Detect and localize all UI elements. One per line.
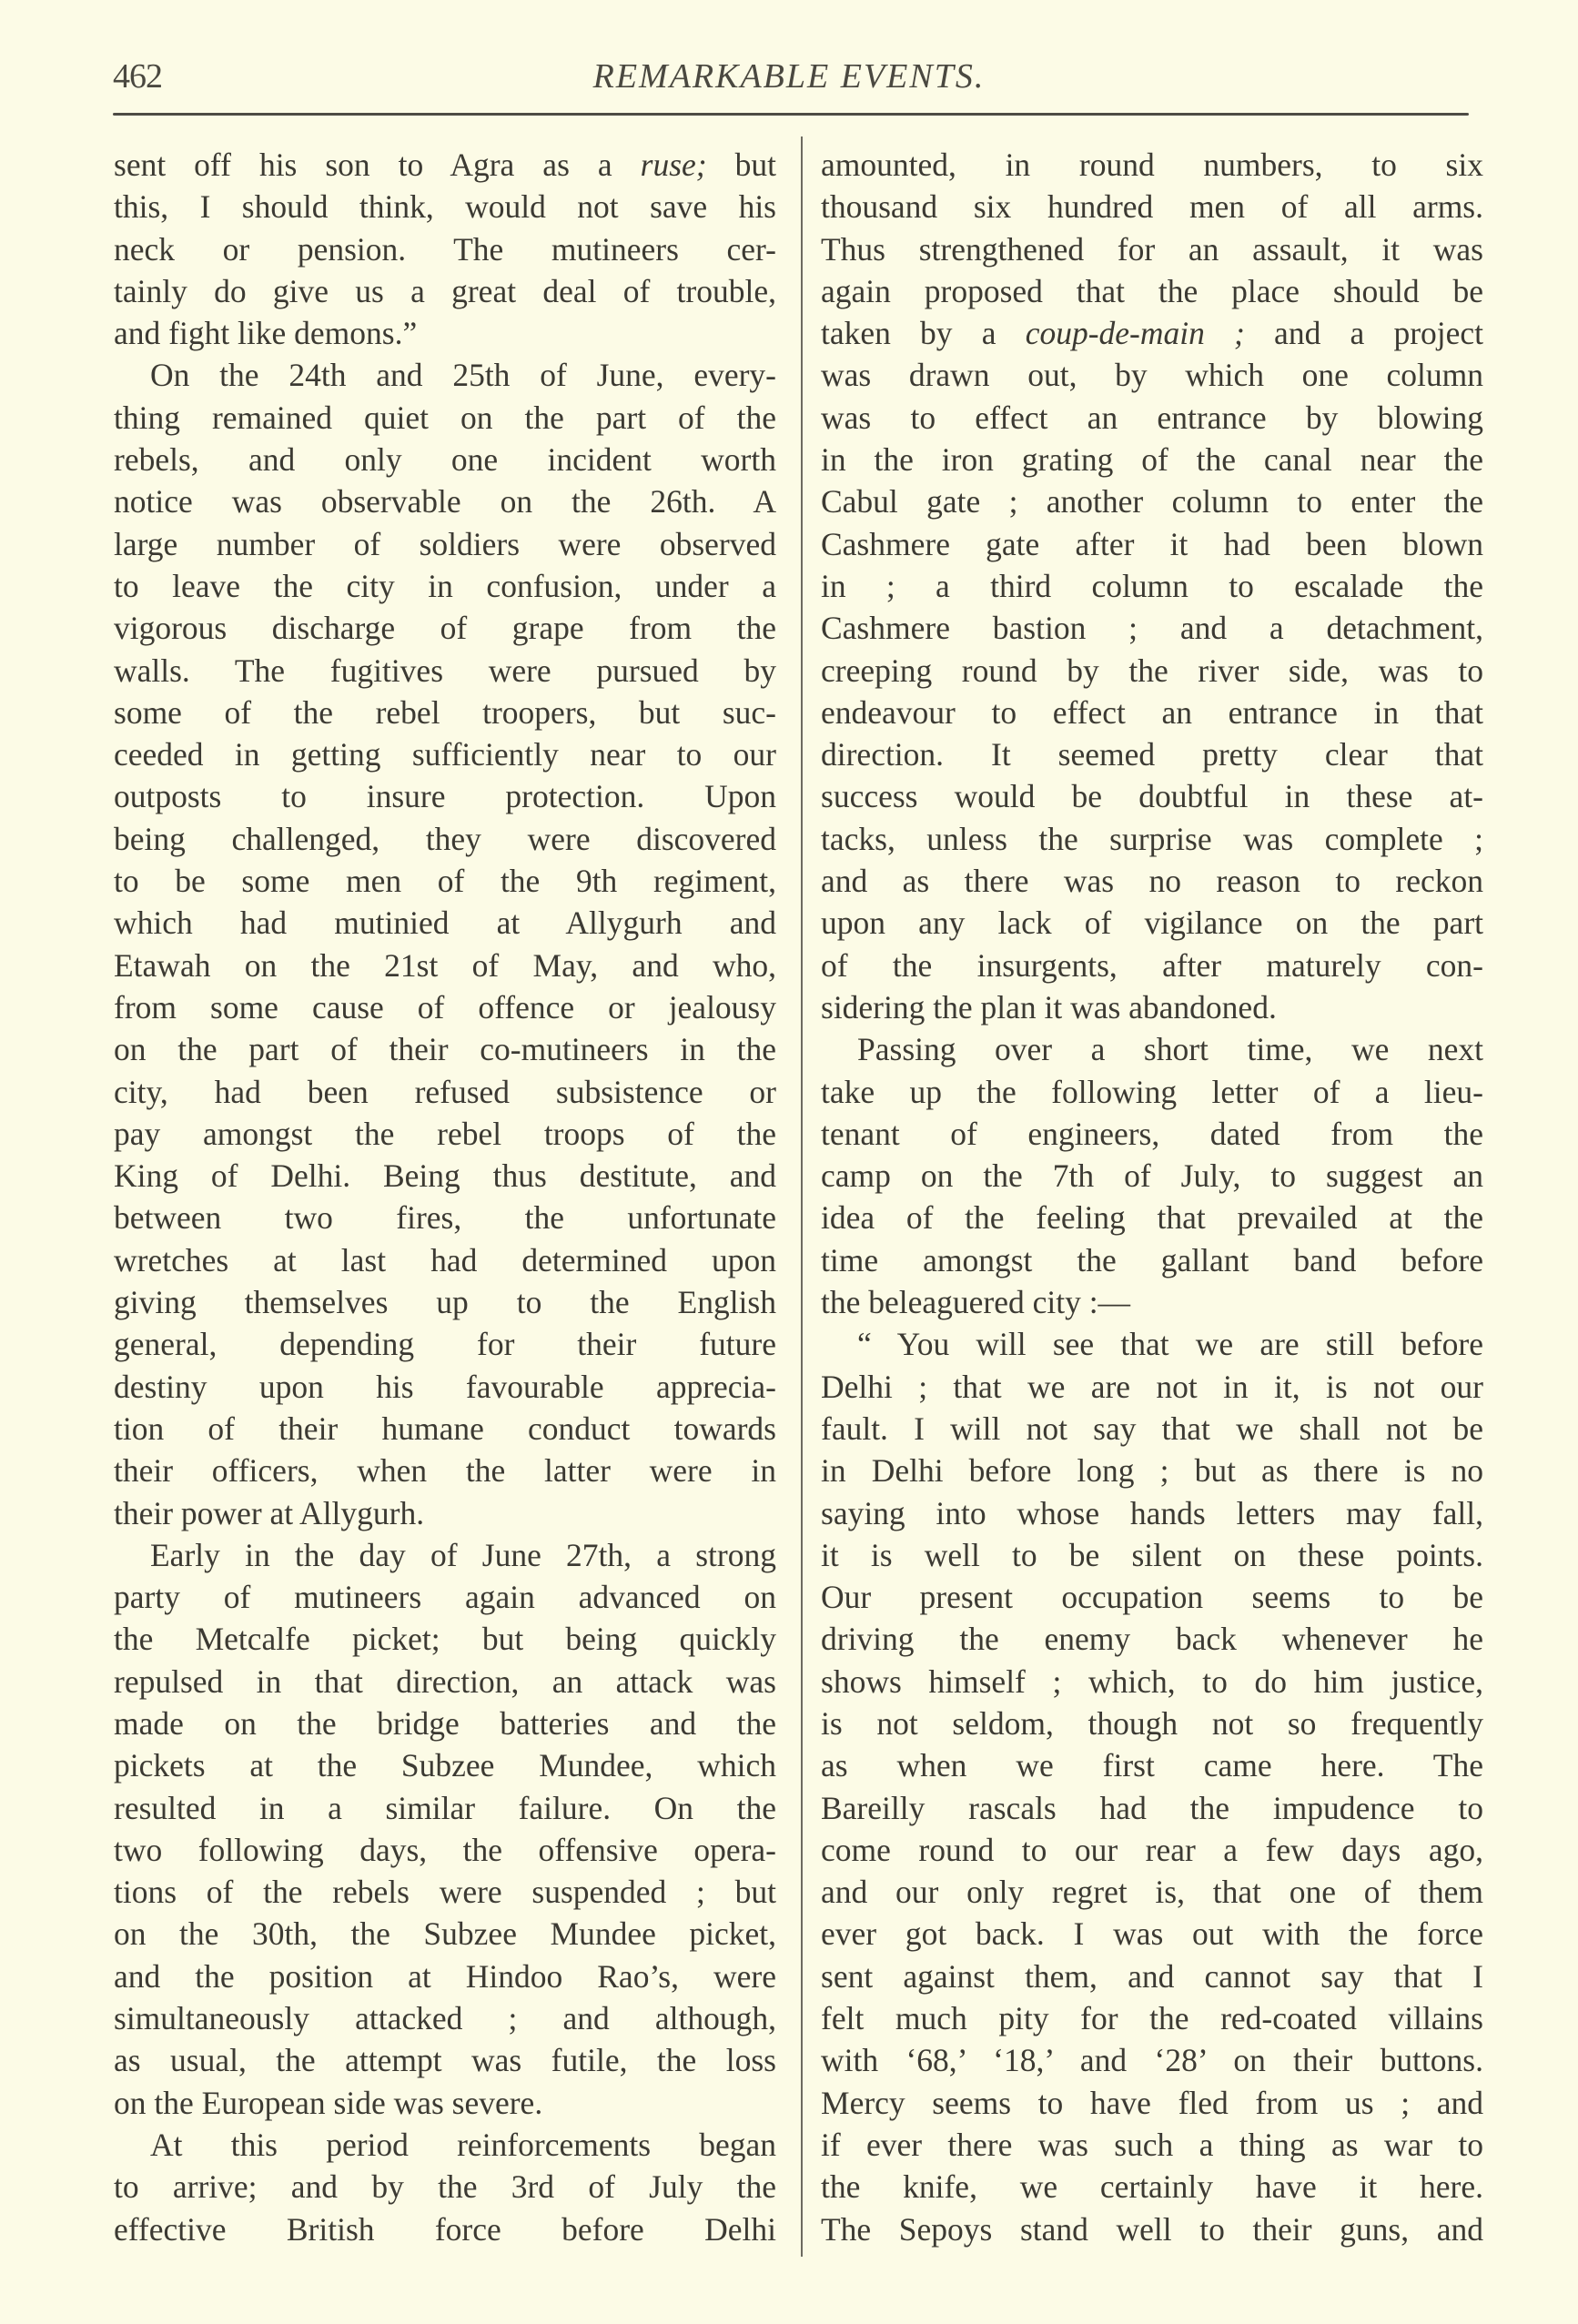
text-line: the beleaguered city :—: [821, 1284, 1131, 1321]
text-line: with ‘68,’ ‘18,’ and ‘28’ on their buttons.: [821, 2042, 1483, 2079]
text-line: and the position at Hindoo Rao’s, were: [114, 1957, 776, 1995]
text-line: this, I should think, would not save his: [114, 188, 776, 226]
text-line: On the 24th and 25th of June, every-: [150, 357, 776, 394]
text-line: shows himself ; which, to do him justice,: [821, 1662, 1483, 1700]
text-line: sent against them, and cannot say that I: [821, 1957, 1483, 1995]
text-line: tacks, unless the surprise was complete ;: [821, 820, 1483, 857]
text-line: King of Delhi. Being thus destitute, and: [114, 1157, 776, 1195]
text-line: outposts to insure protection. Upon: [114, 778, 776, 815]
text-line: again proposed that the place should be: [821, 272, 1483, 309]
text-line: to be some men of the 9th regiment,: [114, 863, 776, 900]
text-line: destiny upon his favourable apprecia-: [114, 1368, 776, 1405]
text-line: tion of their humane conduct towards: [114, 1410, 776, 1447]
text-line: repulsed in that direction, an attack was: [114, 1662, 776, 1700]
text-line: Passing over a short time, we next: [857, 1031, 1483, 1068]
text-line: vigorous discharge of grape from the: [114, 610, 776, 647]
text-line: come round to our rear a few days ago,: [821, 1831, 1483, 1868]
text-line: sidering the plan it was abandoned.: [821, 988, 1277, 1026]
text-line: as usual, the attempt was futile, the loss: [114, 2042, 776, 2079]
text-line: “ You will see that we are still before: [857, 1326, 1483, 1363]
text-line: if ever there was such a thing as war to: [821, 2126, 1483, 2163]
text-line: camp on the 7th of July, to suggest an: [821, 1157, 1483, 1195]
text-line: felt much pity for the red-coated villains: [821, 2000, 1483, 2037]
text-line: was to effect an entrance by blowing: [821, 399, 1483, 436]
text-line: giving themselves up to the English: [114, 1284, 776, 1321]
text-line: neck or pension. The mutineers cer-: [114, 230, 776, 268]
text-line: notice was observable on the 26th. A: [114, 483, 776, 520]
text-line: of the insurgents, after maturely con-: [821, 946, 1483, 984]
text-line: their officers, when the latter were in: [114, 1452, 776, 1490]
text-line: as when we first came here. The: [821, 1747, 1483, 1784]
text-line: resulted in a similar failure. On the: [114, 1789, 776, 1826]
text-line: Etawah on the 21st of May, and who,: [114, 946, 776, 984]
text-line: general, depending for their future: [114, 1326, 776, 1363]
text-line: on the European side was severe.: [114, 2084, 543, 2121]
text-line: some of the rebel troopers, but suc-: [114, 693, 776, 731]
text-line: Cashmere bastion ; and a detachment,: [821, 610, 1483, 647]
text-line: in ; a third column to escalade the: [821, 567, 1483, 604]
text-line: the knife, we certainly have it here.: [821, 2168, 1483, 2206]
text-line: At this period reinforcements began: [150, 2126, 776, 2163]
text-line: and fight like demons.”: [114, 315, 418, 352]
text-line: Thus strengthened for an assault, it was: [821, 230, 1483, 268]
text-line: Our present occupation seems to be: [821, 1579, 1483, 1616]
text-line: to arrive; and by the 3rd of July the: [114, 2168, 776, 2206]
text-line: driving the enemy back whenever he: [821, 1621, 1483, 1658]
text-line: direction. It seemed pretty clear that: [821, 736, 1483, 773]
text-line: is not seldom, though not so frequently: [821, 1704, 1483, 1742]
text-line: ever got back. I was out with the force: [821, 1915, 1483, 1953]
text-line: endeavour to effect an entrance in that: [821, 693, 1483, 731]
text-line: Mercy seems to have fled from us ; and: [821, 2084, 1483, 2121]
text-line: pickets at the Subzee Mundee, which: [114, 1747, 776, 1784]
text-line: saying into whose hands letters may fall,: [821, 1494, 1483, 1531]
text-line: thousand six hundred men of all arms.: [821, 188, 1483, 226]
text-line: success would be doubtful in these at-: [821, 778, 1483, 815]
text-line: tions of the rebels were suspended ; but: [114, 1874, 776, 1911]
text-line: was drawn out, by which one column: [821, 357, 1483, 394]
page-number: 462: [113, 57, 162, 96]
text-line: from some cause of offence or jealousy: [114, 988, 776, 1026]
text-line: tainly do give us a great deal of trouble,: [114, 272, 776, 309]
text-line: simultaneously attacked ; and although,: [114, 2000, 776, 2037]
text-line: which had mutinied at Allygurh and: [114, 904, 776, 942]
left-column: [114, 144, 776, 2250]
text-line: Early in the day of June 27th, a strong: [150, 1536, 776, 1573]
running-title: REMARKABLE EVENTS.: [592, 57, 986, 96]
text-line: made on the bridge batteries and the: [114, 1704, 776, 1742]
text-line: between two fires, the unfortunate: [114, 1199, 776, 1237]
right-column: [821, 144, 1483, 2250]
text-line: effective British force before Delhi: [114, 2210, 776, 2248]
text-line: creeping round by the river side, was to: [821, 652, 1483, 689]
text-line: amounted, in round numbers, to six: [821, 147, 1483, 183]
italic-phrase: coup-de-main ;: [1025, 315, 1245, 352]
text-line: in the iron grating of the canal near the: [821, 441, 1483, 479]
text-line: tenant of engineers, dated from the: [821, 1115, 1483, 1152]
text-line: walls. The fugitives were pursued by: [114, 652, 776, 689]
text-line: sent off his son to Agra as a ruse; but: [114, 147, 776, 183]
text-line: Cashmere gate after it had been blown: [821, 525, 1483, 562]
text-line: the Metcalfe picket; but being quickly: [114, 1621, 776, 1658]
header-rule: [113, 113, 1469, 116]
column-divider: [801, 136, 803, 2257]
text-line: in Delhi before long ; but as there is no: [821, 1452, 1483, 1490]
text-line: two following days, the offensive opera-: [114, 1831, 776, 1868]
text-line: wretches at last had determined upon: [114, 1241, 776, 1278]
text-line: on the 30th, the Subzee Mundee picket,: [114, 1915, 776, 1953]
italic-phrase: ruse;: [640, 147, 707, 183]
text-line: Bareilly rascals had the impudence to: [821, 1789, 1483, 1826]
text-line: rebels, and only one incident worth: [114, 441, 776, 479]
text-line: to leave the city in confusion, under a: [114, 567, 776, 604]
text-line: and as there was no reason to reckon: [821, 863, 1483, 900]
text-line: take up the following letter of a lieu-: [821, 1073, 1483, 1110]
text-line: fault. I will not say that we shall not be: [821, 1410, 1483, 1447]
text-line: Delhi ; that we are not in it, is not our: [821, 1368, 1483, 1405]
text-line: city, had been refused subsistence or: [114, 1073, 776, 1110]
text-line: Cabul gate ; another column to enter the: [821, 483, 1483, 520]
text-line: taken by a coup-de-main ; and a project: [821, 315, 1484, 352]
text-line: being challenged, they were discovered: [114, 820, 776, 857]
text-line: pay amongst the rebel troops of the: [114, 1115, 776, 1152]
text-line: and our only regret is, that one of them: [821, 1874, 1483, 1911]
text-line: upon any lack of vigilance on the part: [821, 904, 1483, 942]
text-line: it is well to be silent on these points.: [821, 1536, 1483, 1573]
text-line: party of mutineers again advanced on: [114, 1579, 776, 1616]
text-line: The Sepoys stand well to their guns, and: [821, 2210, 1483, 2248]
text-line: their power at Allygurh.: [114, 1494, 425, 1531]
text-line: time amongst the gallant band before: [821, 1241, 1483, 1278]
text-line: large number of soldiers were observed: [114, 525, 776, 562]
text-line: on the part of their co-mutineers in the: [114, 1031, 776, 1068]
text-line: ceeded in getting sufficiently near to our: [114, 736, 776, 773]
text-line: thing remained quiet on the part of the: [114, 399, 776, 436]
text-line: idea of the feeling that prevailed at the: [821, 1199, 1483, 1237]
